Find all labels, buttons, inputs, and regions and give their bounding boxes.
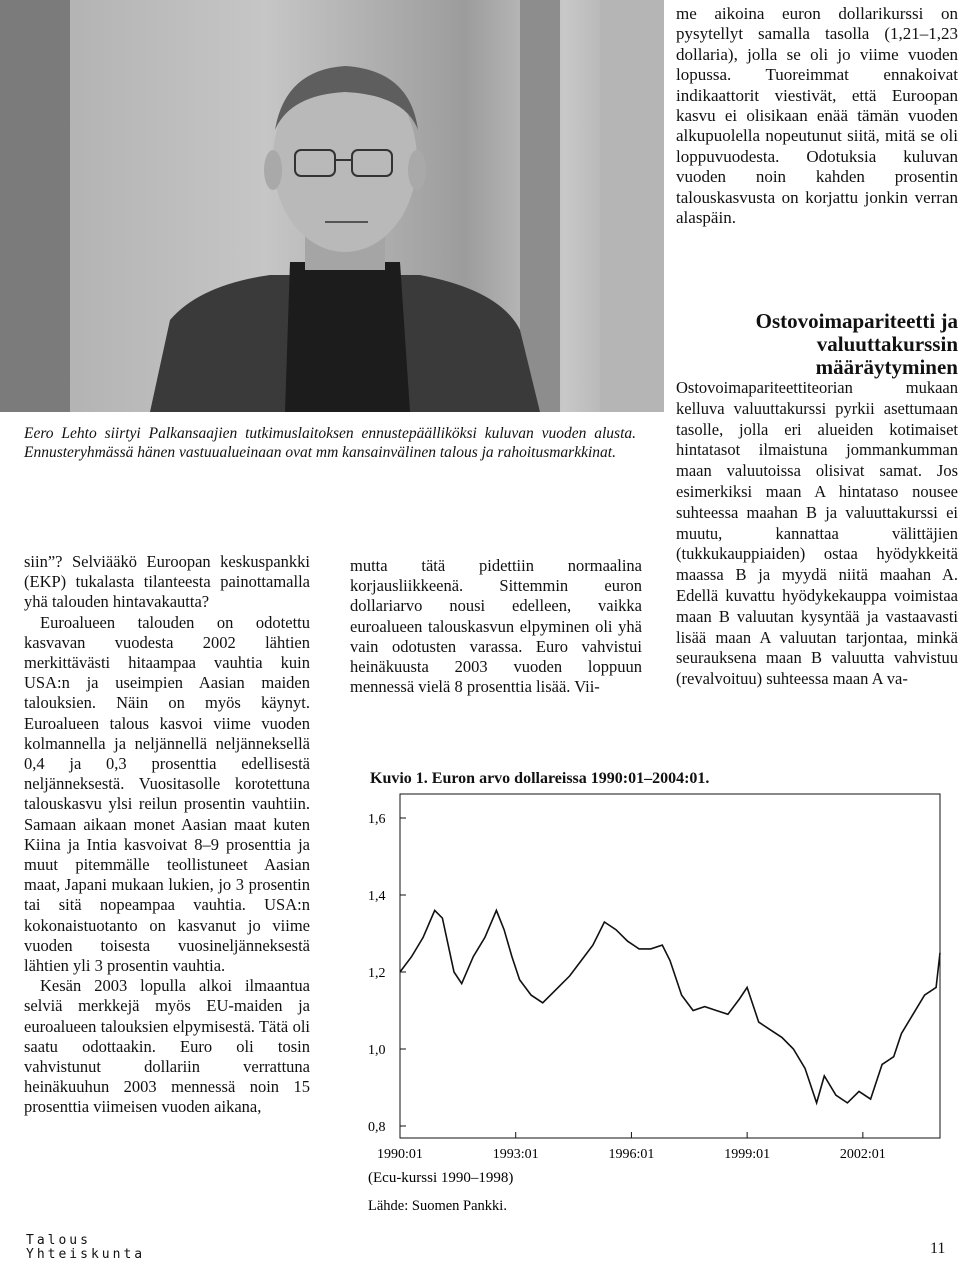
x-tick-label: 1999:01 — [724, 1147, 771, 1162]
chart-title: Kuvio 1. Euron arvo dollareissa 1990:01–2004:01. — [370, 770, 710, 787]
paragraph: Euroalueen talouden on odotettu kasvavan vuodesta 2002 lähtien merkittävästi hitaampaa vauhtia kuin USA:n ja useimpien Aasian maiden talouksien. Näin on myös käynyt. Euroalueen talous kasvoi viime vuoden kolmannella ja neljännellä neljänneksellä 0,4 ja 0,3 prosenttia edellisestä neljänneksestä. Vuositasolle korotettuna talouskasvu ylsi reilun prosentin vauhtiin. Samaan aikaan monet Aasian maat kuten Kiina ja Intia kasvoivat 8–9 prosenttia ja muut pitemmälle teollistuneet Aasian maat, Japani mukaan lukien, jo 3 prosentin tai sitä nopeampaa vauhtia. USA:n kokonaistuotanto on kasvanut jo viime vuoden toisesta vuosineljänneksestä lähtien yli 3 prosentin vauhtia. — [24, 612, 310, 976]
section-heading: Ostovoimapariteetti ja valuuttakurssin määräytyminen — [755, 309, 958, 379]
plot-area — [400, 794, 940, 1138]
publication-logo — [26, 1234, 145, 1262]
series-line — [400, 910, 940, 1103]
paragraph: mutta tätä pidettiin normaalina korjausliikkeenä. Sittemmin euron dollariarvo nousi edelleen, vaikka euroalueen talouskasvun elpyminen oli yhä vain odotusten varassa. Euro vahvistui heinäkuusta 2003 vuoden loppuun mennessä vielä 8 prosenttia lisää. Vii- — [350, 556, 642, 697]
portrait-illustration — [0, 0, 664, 412]
paragraph: me aikoina euron dollarikurssi on pysytellyt samalla tasolla (1,21–1,23 dollaria), jolla se oli jo viime vuoden lopussa. Tuoreimmat ennakoivat indikaattorit viestivät, että Euroopan kasvu ei olisikaan enää tämän vuoden alkupuolella nopeutunut siitä, mitä se oli loppuvuodesta. Odotuksia kuluvan vuoden noin kahden prosentin talouskasvusta on korjattu jonkin verran alaspäin. — [676, 4, 958, 228]
right-column-body-text — [676, 378, 958, 690]
x-tick-label: 2002:01 — [839, 1147, 886, 1162]
x-tick-label: 1993:01 — [492, 1147, 539, 1162]
x-tick-label: 1996:01 — [608, 1147, 655, 1162]
y-tick-label: 1,4 — [368, 889, 386, 904]
chart-note: (Ecu-kurssi 1990–1998) — [368, 1170, 514, 1186]
photo-caption: Eero Lehto siirtyi Palkansaajien tutkimuslaitoksen ennustepäälliköksi kuluvan vuoden alusta. Ennusteryhmässä hänen vastuualueinaan ovat mm kansainvälinen talous ja rahoitusmarkkinat. — [24, 425, 636, 461]
page-number: 11 — [930, 1240, 946, 1257]
paragraph: siin”? Selviääkö Euroopan keskuspankki (EKP) tukalasta tilanteesta painottamalla yhä talouden hintavakautta? — [24, 552, 310, 612]
right-column-top-text — [676, 4, 958, 228]
paragraph: Kesän 2003 lopulla alkoi ilmaantua selviä merkkejä myös EU-maiden ja euroalueen talouksien elpymisestä. Tätä oli saatu odottaakin. Euro oli tosin vahvistunut dollariin verrattuna heinäkuuhun 2003 mennessä noin 15 prosenttia viimeisen vuoden aikana, — [24, 976, 310, 1117]
y-tick-label: 0,8 — [368, 1120, 386, 1135]
portrait-photo — [0, 0, 664, 412]
y-tick-label: 1,2 — [368, 966, 386, 981]
logo-line-1: Talous — [26, 1233, 91, 1248]
x-tick-label: 1990:01 — [377, 1147, 423, 1162]
middle-column-text — [350, 556, 642, 697]
line-chart — [350, 790, 950, 1220]
logo-line-2: Yhteiskunta — [26, 1247, 146, 1262]
paragraph: Ostovoimapariteettiteorian mukaan kelluva valuuttakurssi pyrkii asettumaan tasolle, jolla eri alueiden kotimaiset hintatasot ilmaistuna jommankumman maan valuutoissa olisivat samat. Jos esimerkiksi maan A hintataso nousee suhteessa maahan B ja valuuttakurssi ei muutu, kannattaa välittäjien (tukkukauppiaiden) ostaa hyödykkeitä maassa B ja myydä niitä maahan A. Edellä kuvattu hyödykekauppa voimistaa maan B valuutan kysyntää ja vastaavasti lisää maan A valuutan tarjontaa, minkä seurauksena maan B valuutta vahvistuu (revalvoituu) suhteessa maan A va- — [676, 378, 958, 689]
y-tick-label: 1,6 — [368, 812, 386, 827]
left-column-text — [24, 552, 310, 1118]
chart-source: Lähde: Suomen Pankki. — [368, 1198, 507, 1214]
y-tick-label: 1,0 — [368, 1043, 386, 1058]
